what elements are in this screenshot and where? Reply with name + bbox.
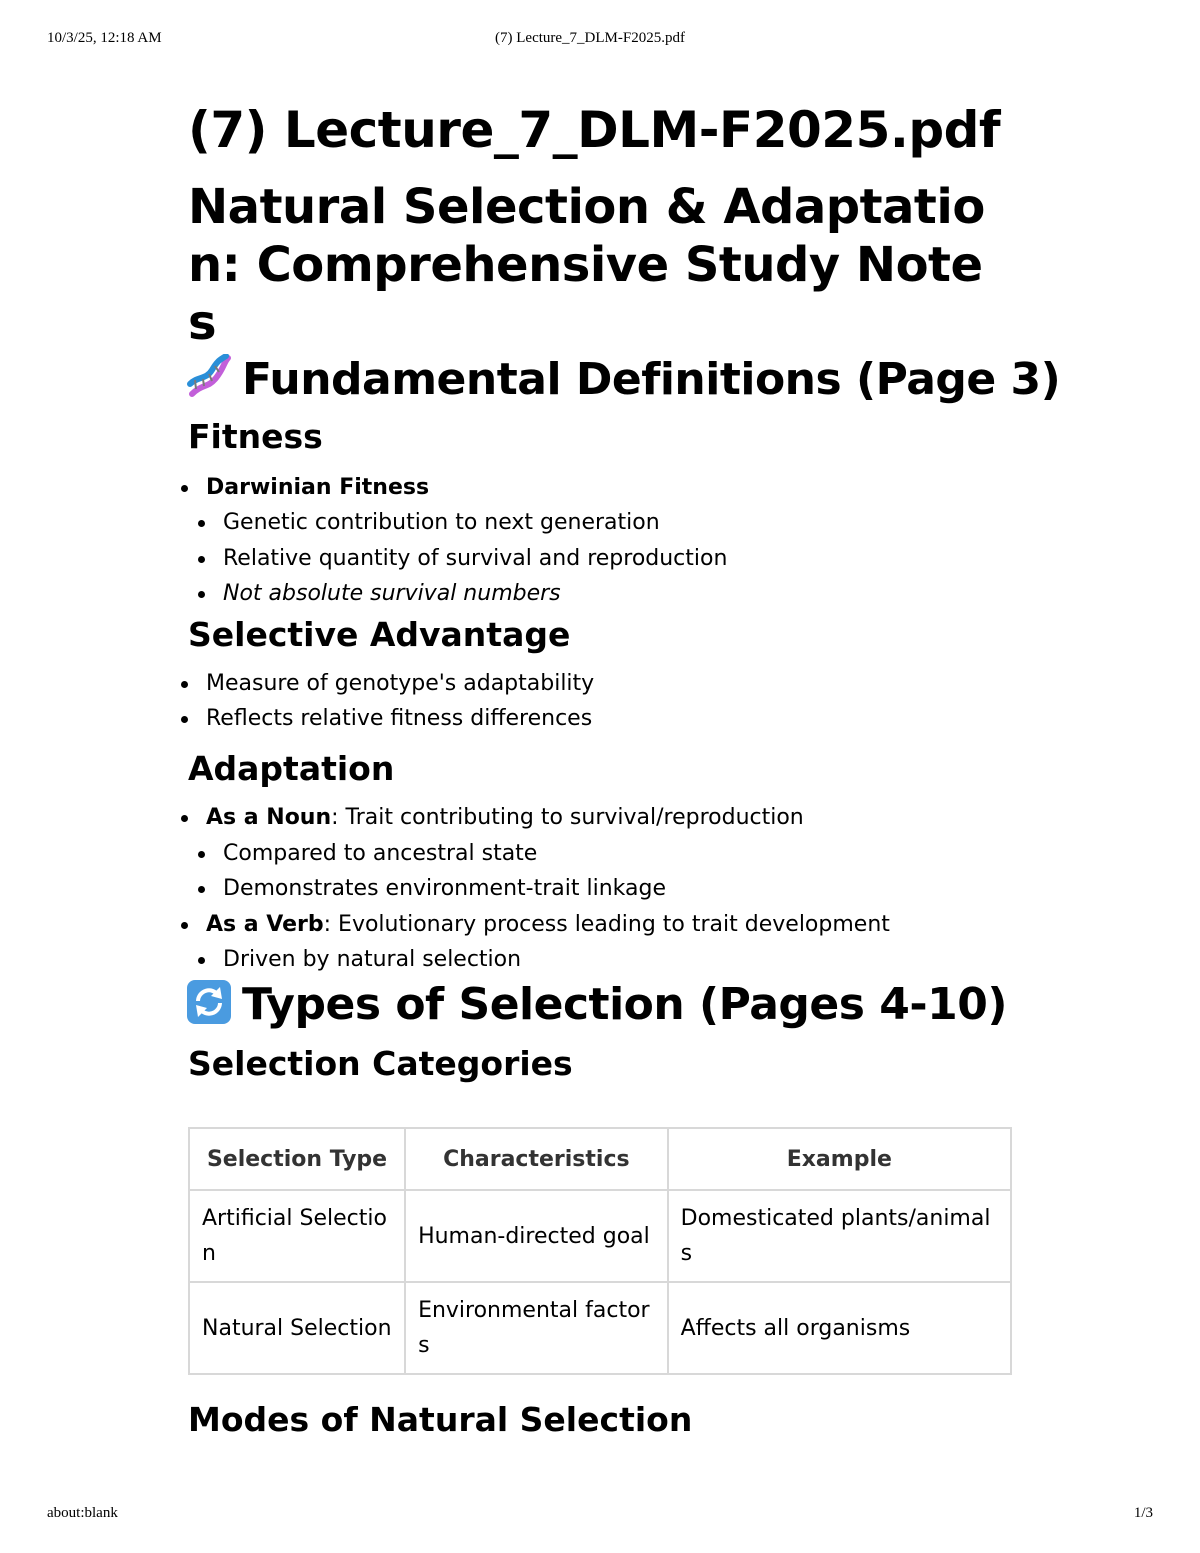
- print-page-title: (7) Lecture_7_DLM-F2025.pdf: [495, 30, 685, 46]
- modes-heading: Modes of Natural Selection: [188, 1400, 693, 1440]
- print-datetime: 10/3/25, 12:18 AM: [47, 30, 162, 46]
- list-item: [188, 800, 1018, 835]
- types-heading: [188, 977, 1018, 1033]
- table-cell: Natural Selection: [189, 1282, 405, 1374]
- list-item: Relative quantity of survival and reproduction: [188, 541, 1018, 576]
- selection-categories-heading: Selection Categories: [188, 1044, 573, 1084]
- table-header: Example: [668, 1128, 1011, 1190]
- adaptation-heading: Adaptation: [188, 749, 395, 789]
- table-row: [189, 1190, 1011, 1282]
- definitions-heading-text: Fundamental Definitions (Page 3): [242, 354, 1061, 405]
- types-heading-text: Types of Selection (Pages 4-10): [242, 979, 1007, 1031]
- selective-advantage-heading: Selective Advantage: [188, 614, 571, 654]
- list-item: Compared to ancestral state: [188, 836, 1018, 871]
- list-item: Measure of genotype's adaptability: [188, 666, 1018, 701]
- table-cell: Artificial Selection: [189, 1190, 405, 1282]
- print-page-number: 1/3: [1133, 1505, 1153, 1521]
- table-header: Selection Type: [189, 1128, 405, 1190]
- list-item: Reflects relative fitness differences: [188, 701, 1018, 736]
- print-footer: [0, 1505, 1200, 1525]
- selective-advantage-list: [188, 666, 1018, 737]
- cycle-arrows-icon: [186, 979, 232, 1025]
- list-item: Not absolute survival numbers: [188, 576, 1018, 611]
- noun-label: As a Noun: [206, 805, 332, 831]
- table-cell: Domesticated plants/animals: [668, 1190, 1011, 1282]
- table-cell: Human-directed goal: [405, 1190, 668, 1282]
- document-title: (7) Lecture_7_DLM-F2025.pdf: [188, 101, 1001, 159]
- list-item: Demonstrates environment-trait linkage: [188, 871, 1018, 906]
- document-body: [188, 92, 1061, 1457]
- list-item: [188, 907, 1018, 942]
- table-cell: Environmental factors: [405, 1282, 668, 1374]
- print-url: about:blank: [47, 1505, 118, 1521]
- table-header-row: [189, 1128, 1011, 1190]
- noun-text: : Trait contributing to survival/reproduction: [331, 805, 804, 831]
- table-cell: Affects all organisms: [668, 1282, 1011, 1374]
- fitness-heading: Fitness: [188, 417, 323, 456]
- adaptation-list: [188, 800, 1018, 977]
- list-item: Driven by natural selection: [188, 942, 1018, 977]
- selection-table: [188, 1127, 1012, 1375]
- main-heading: Natural Selection & Adaptation: Comprehensive Study Notes: [188, 179, 985, 351]
- dna-icon: [186, 354, 232, 400]
- verb-label: As a Verb: [206, 911, 324, 937]
- print-header: [0, 30, 1200, 50]
- list-item: Genetic contribution to next generation: [188, 505, 1018, 540]
- table-header: Characteristics: [405, 1128, 668, 1190]
- list-item: Darwinian Fitness: [188, 470, 1018, 505]
- table-row: [189, 1282, 1011, 1374]
- definitions-heading: [188, 352, 1061, 408]
- fitness-list: [188, 470, 1018, 612]
- verb-text: : Evolutionary process leading to trait development: [323, 911, 890, 937]
